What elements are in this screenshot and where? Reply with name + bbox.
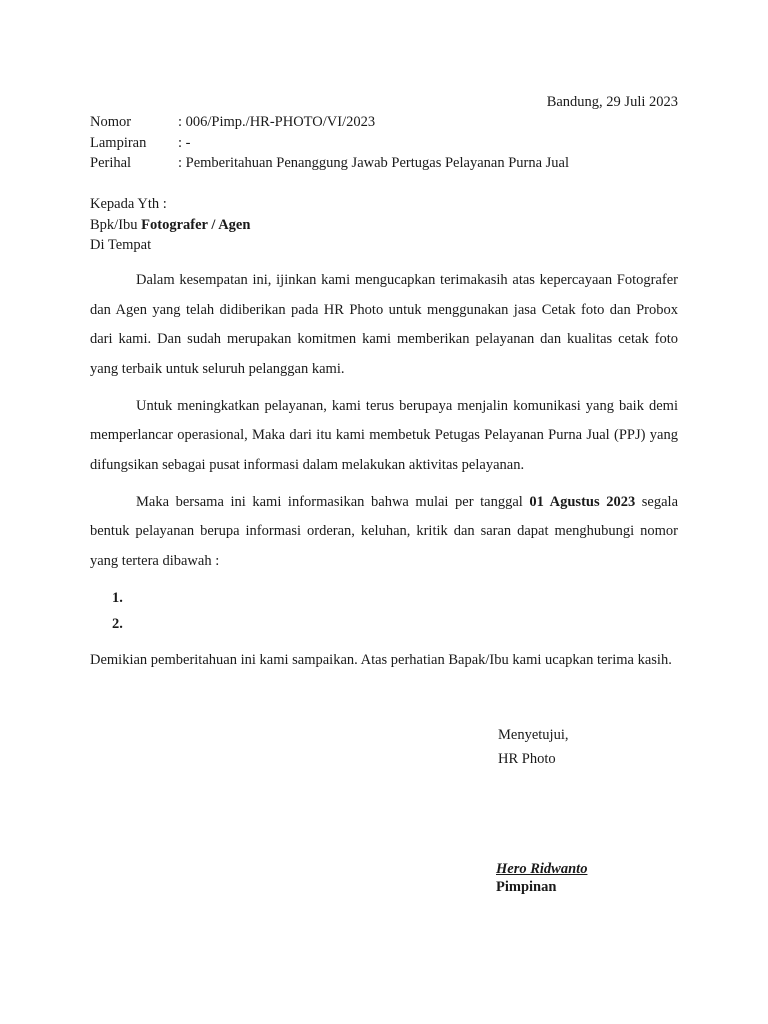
meta-row-lampiran: [90, 133, 569, 154]
letter-date: Bandung, 29 Juli 2023: [546, 94, 678, 110]
letter-body: [90, 266, 678, 673]
meta-row-nomor: [90, 112, 569, 133]
paragraph-3: [90, 488, 678, 577]
signer-title: Pimpinan: [496, 879, 557, 895]
recipient-block: [90, 194, 250, 256]
signer-block: [496, 860, 587, 896]
meta-value: : Pemberitahuan Penanggung Jawab Pertugas Pelayanan Purna Jual: [178, 155, 570, 171]
meta-key: Perihal: [90, 155, 132, 171]
approval-label: Menyetujui,: [498, 727, 569, 743]
meta-row-perihal: [90, 153, 569, 174]
paragraph-3-text-end: segala bentuk pelayanan berupa informasi orderan, keluhan, kritik dan saran dapat menghubungi nomor yang tertera dibawah :: [90, 493, 679, 569]
meta-key: Nomor: [90, 114, 132, 130]
signer-name: Hero Ridwanto: [496, 861, 588, 877]
paragraph-3-text: Maka bersama ini kami informasikan bahwa mulai per tanggal: [136, 493, 530, 510]
meta-value: : -: [178, 134, 191, 151]
list-item: 1.: [112, 589, 123, 606]
recipient-line: Kepada Yth :: [90, 196, 167, 212]
paragraph-3-date: 01 Agustus 2023: [529, 493, 636, 510]
recipient-place: Di Tempat: [90, 237, 152, 253]
letter-page: [90, 0, 678, 1024]
closing-paragraph: Demikian pemberitahuan ini kami sampaikan. Atas perhatian Bapak/Ibu kami ucapkan terima kasih.: [90, 651, 672, 668]
approval-company: HR Photo: [498, 751, 556, 767]
contact-list: [90, 584, 678, 637]
approval-block: [498, 723, 568, 771]
recipient-name: [90, 215, 250, 236]
meta-key: Lampiran: [90, 134, 147, 151]
list-item: 2.: [112, 616, 123, 632]
letter-meta: [90, 112, 569, 174]
recipient-prefix: Bpk/Ibu: [90, 216, 142, 233]
paragraph-1: Dalam kesempatan ini, ijinkan kami mengucapkan terimakasih atas kepercayaan Fotografer dan Agen yang telah didiberikan pada HR Photo untuk menggunakan jasa Cetak foto dan Probox dari kami. Dan sudah merupakan komitmen kami memberikan pelayanan dan kualitas cetak foto yang terbaik untuk seluruh pelanggan kami.: [90, 272, 678, 377]
paragraph-2: Untuk meningkatkan pelayanan, kami terus berupaya menjalin komunikasi yang baik demi memperlancar operasional, Maka dari itu kami membetuk Petugas Pelayanan Purna Jual (PPJ) yang difungsikan sebagai pusat informasi dalam melakukan aktivitas pelayanan.: [90, 397, 678, 473]
recipient-bold: Fotografer / Agen: [141, 216, 251, 233]
meta-value: : 006/Pimp./HR-PHOTO/VI/2023: [178, 114, 376, 130]
